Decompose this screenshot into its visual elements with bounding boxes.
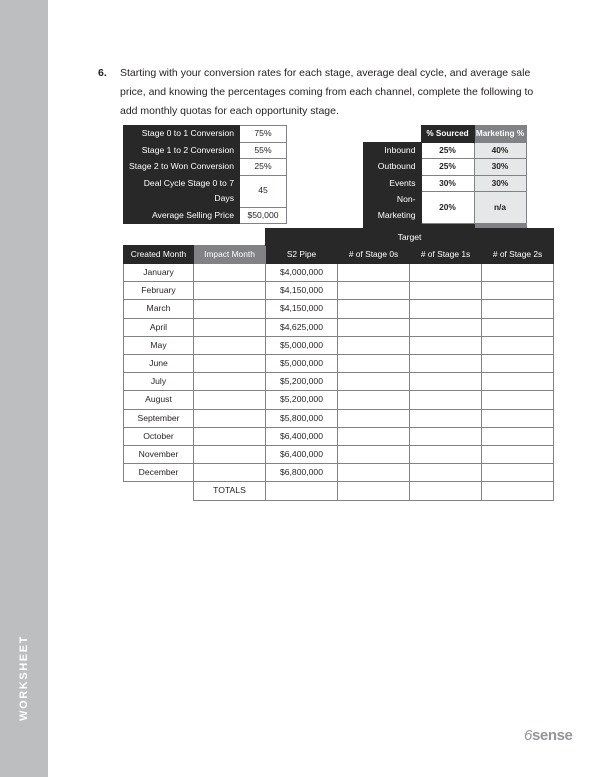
created-month-cell: September (124, 409, 194, 427)
channel-sourced-value[interactable]: 25% (421, 142, 474, 159)
conversion-label: Stage 0 to 1 Conversion (124, 126, 240, 143)
table-row (124, 264, 554, 282)
stage-1-input[interactable] (410, 264, 482, 282)
table-row (124, 142, 287, 159)
channel-label: Inbound (364, 142, 422, 159)
column-header-sourced: % Sourced (421, 126, 474, 143)
stage-1-input[interactable] (410, 409, 482, 427)
stage-2-input[interactable] (482, 391, 554, 409)
channel-corner-cell (364, 126, 422, 143)
stage-2-input[interactable] (482, 373, 554, 391)
column-header-stage-0: # of Stage 0s (338, 246, 410, 264)
channel-sourced-value[interactable]: 20% (421, 192, 474, 224)
totals-stage-2-input[interactable] (482, 482, 554, 500)
sixsense-logo-mark: 6 (524, 727, 532, 744)
column-header-impact-month: Impact Month (194, 246, 266, 264)
stage-0-input[interactable] (338, 336, 410, 354)
table-row (124, 318, 554, 336)
question-text: Starting with your conversion rates for each stage, average deal cycle, and average sale price, and knowing the percentages coming from each channel, complete the following to add monthly quotas for each opportunity stage. (120, 67, 534, 117)
table-row (124, 175, 287, 207)
stage-2-input[interactable] (482, 264, 554, 282)
channel-marketing-value[interactable]: 40% (474, 142, 526, 159)
conversion-label: Stage 2 to Won Conversion (124, 159, 240, 176)
created-month-cell: October (124, 427, 194, 445)
table-row (124, 207, 287, 224)
group-header-spacer (124, 229, 194, 246)
table-header-row (364, 126, 527, 143)
channel-label: Outbound (364, 159, 422, 176)
totals-label: TOTALS (194, 482, 266, 500)
s2-pipe-cell: $5,200,000 (266, 373, 338, 391)
stage-0-input[interactable] (338, 300, 410, 318)
table-totals-row (124, 482, 554, 500)
table-row (364, 192, 527, 224)
table-header-row (124, 246, 554, 264)
created-month-cell: February (124, 282, 194, 300)
conversion-value[interactable]: 45 (240, 175, 287, 207)
channel-sourced-value[interactable]: 25% (421, 159, 474, 176)
stage-0-input[interactable] (338, 282, 410, 300)
s2-pipe-cell: $5,000,000 (266, 355, 338, 373)
created-month-cell: August (124, 391, 194, 409)
stage-0-input[interactable] (338, 264, 410, 282)
worksheet-sidebar-label: WORKSHEET (18, 635, 30, 721)
impact-month-input[interactable] (194, 446, 266, 464)
stage-1-input[interactable] (410, 464, 482, 482)
worksheet-sidebar (0, 0, 48, 777)
table-row (124, 282, 554, 300)
table-row (124, 391, 554, 409)
conversion-value[interactable]: $50,000 (240, 207, 287, 224)
stage-2-input[interactable] (482, 282, 554, 300)
created-month-cell: July (124, 373, 194, 391)
table-row (124, 355, 554, 373)
stage-0-input[interactable] (338, 446, 410, 464)
stage-0-input[interactable] (338, 355, 410, 373)
impact-month-input[interactable] (194, 318, 266, 336)
table-row (124, 427, 554, 445)
channel-percentages-table (363, 125, 527, 241)
table-row (124, 126, 287, 143)
stage-1-input[interactable] (410, 336, 482, 354)
stage-2-input[interactable] (482, 464, 554, 482)
channel-percentages-body (364, 126, 527, 241)
stage-2-input[interactable] (482, 409, 554, 427)
table-row (364, 142, 527, 159)
created-month-cell: January (124, 264, 194, 282)
stage-0-input[interactable] (338, 427, 410, 445)
stage-2-input[interactable] (482, 355, 554, 373)
table-row (124, 336, 554, 354)
impact-month-input[interactable] (194, 355, 266, 373)
quota-table-body (124, 264, 554, 501)
impact-month-input[interactable] (194, 391, 266, 409)
s2-pipe-cell: $5,200,000 (266, 391, 338, 409)
conversion-label: Deal Cycle Stage 0 to 7 Days (124, 175, 240, 207)
stage-2-input[interactable] (482, 336, 554, 354)
sixsense-logo-word: sense (531, 727, 573, 744)
group-header-target: Target (266, 229, 554, 246)
channel-label: Events (364, 175, 422, 192)
stage-1-input[interactable] (410, 300, 482, 318)
stage-0-input[interactable] (338, 464, 410, 482)
conversion-value[interactable]: 25% (240, 159, 287, 176)
question-number: 6. (98, 67, 107, 79)
s2-pipe-cell: $4,000,000 (266, 264, 338, 282)
impact-month-input[interactable] (194, 409, 266, 427)
impact-month-input[interactable] (194, 464, 266, 482)
table-row (124, 373, 554, 391)
s2-pipe-cell: $4,625,000 (266, 318, 338, 336)
stage-0-input[interactable] (338, 391, 410, 409)
stage-1-input[interactable] (410, 373, 482, 391)
stage-2-input[interactable] (482, 427, 554, 445)
quota-table-head (124, 229, 554, 264)
channel-marketing-value[interactable]: 30% (474, 159, 526, 176)
stage-1-input[interactable] (410, 391, 482, 409)
conversion-value[interactable]: 75% (240, 126, 287, 143)
column-header-s2-pipe: S2 Pipe (266, 246, 338, 264)
table-group-header-row (124, 229, 554, 246)
table-row (124, 159, 287, 176)
table-row (364, 175, 527, 192)
question-block (98, 64, 550, 121)
s2-pipe-cell: $4,150,000 (266, 300, 338, 318)
stage-1-input[interactable] (410, 355, 482, 373)
column-header-stage-2: # of Stage 2s (482, 246, 554, 264)
stage-0-input[interactable] (338, 373, 410, 391)
s2-pipe-cell: $4,150,000 (266, 282, 338, 300)
channel-marketing-value[interactable]: 30% (474, 175, 526, 192)
stage-1-input[interactable] (410, 446, 482, 464)
stage-1-input[interactable] (410, 318, 482, 336)
conversion-rates-table (123, 125, 287, 224)
column-header-marketing: Marketing % (474, 126, 526, 143)
table-row (124, 464, 554, 482)
s2-pipe-cell: $6,800,000 (266, 464, 338, 482)
impact-month-input[interactable] (194, 336, 266, 354)
conversion-value[interactable]: 55% (240, 142, 287, 159)
stage-1-input[interactable] (410, 427, 482, 445)
conversion-label: Stage 1 to 2 Conversion (124, 142, 240, 159)
table-row (124, 300, 554, 318)
column-header-stage-1: # of Stage 1s (410, 246, 482, 264)
table-row (124, 409, 554, 427)
channel-marketing-value[interactable]: n/a (474, 192, 526, 224)
created-month-cell: May (124, 336, 194, 354)
created-month-cell: December (124, 464, 194, 482)
stage-2-input[interactable] (482, 300, 554, 318)
monthly-quota-table (123, 228, 554, 501)
created-month-cell: June (124, 355, 194, 373)
totals-spacer (124, 482, 194, 500)
totals-stage-1-input[interactable] (410, 482, 482, 500)
table-row (124, 446, 554, 464)
stage-0-input[interactable] (338, 318, 410, 336)
totals-s2-pipe-input[interactable] (266, 482, 338, 500)
conversion-label: Average Selling Price (124, 207, 240, 224)
column-header-created-month: Created Month (124, 246, 194, 264)
s2-pipe-cell: $5,800,000 (266, 409, 338, 427)
impact-month-input[interactable] (194, 264, 266, 282)
s2-pipe-cell: $6,400,000 (266, 427, 338, 445)
channel-label: Non-Marketing (364, 192, 422, 224)
stage-2-input[interactable] (482, 446, 554, 464)
group-header-spacer (194, 229, 266, 246)
created-month-cell: April (124, 318, 194, 336)
sixsense-logo (524, 727, 573, 744)
stage-2-input[interactable] (482, 318, 554, 336)
created-month-cell: November (124, 446, 194, 464)
table-row (364, 159, 527, 176)
created-month-cell: March (124, 300, 194, 318)
totals-stage-0-input[interactable] (338, 482, 410, 500)
impact-month-input[interactable] (194, 300, 266, 318)
stage-1-input[interactable] (410, 282, 482, 300)
channel-sourced-value[interactable]: 30% (421, 175, 474, 192)
impact-month-input[interactable] (194, 373, 266, 391)
impact-month-input[interactable] (194, 427, 266, 445)
conversion-rates-body (124, 126, 287, 224)
stage-0-input[interactable] (338, 409, 410, 427)
impact-month-input[interactable] (194, 282, 266, 300)
s2-pipe-cell: $5,000,000 (266, 336, 338, 354)
s2-pipe-cell: $6,400,000 (266, 446, 338, 464)
